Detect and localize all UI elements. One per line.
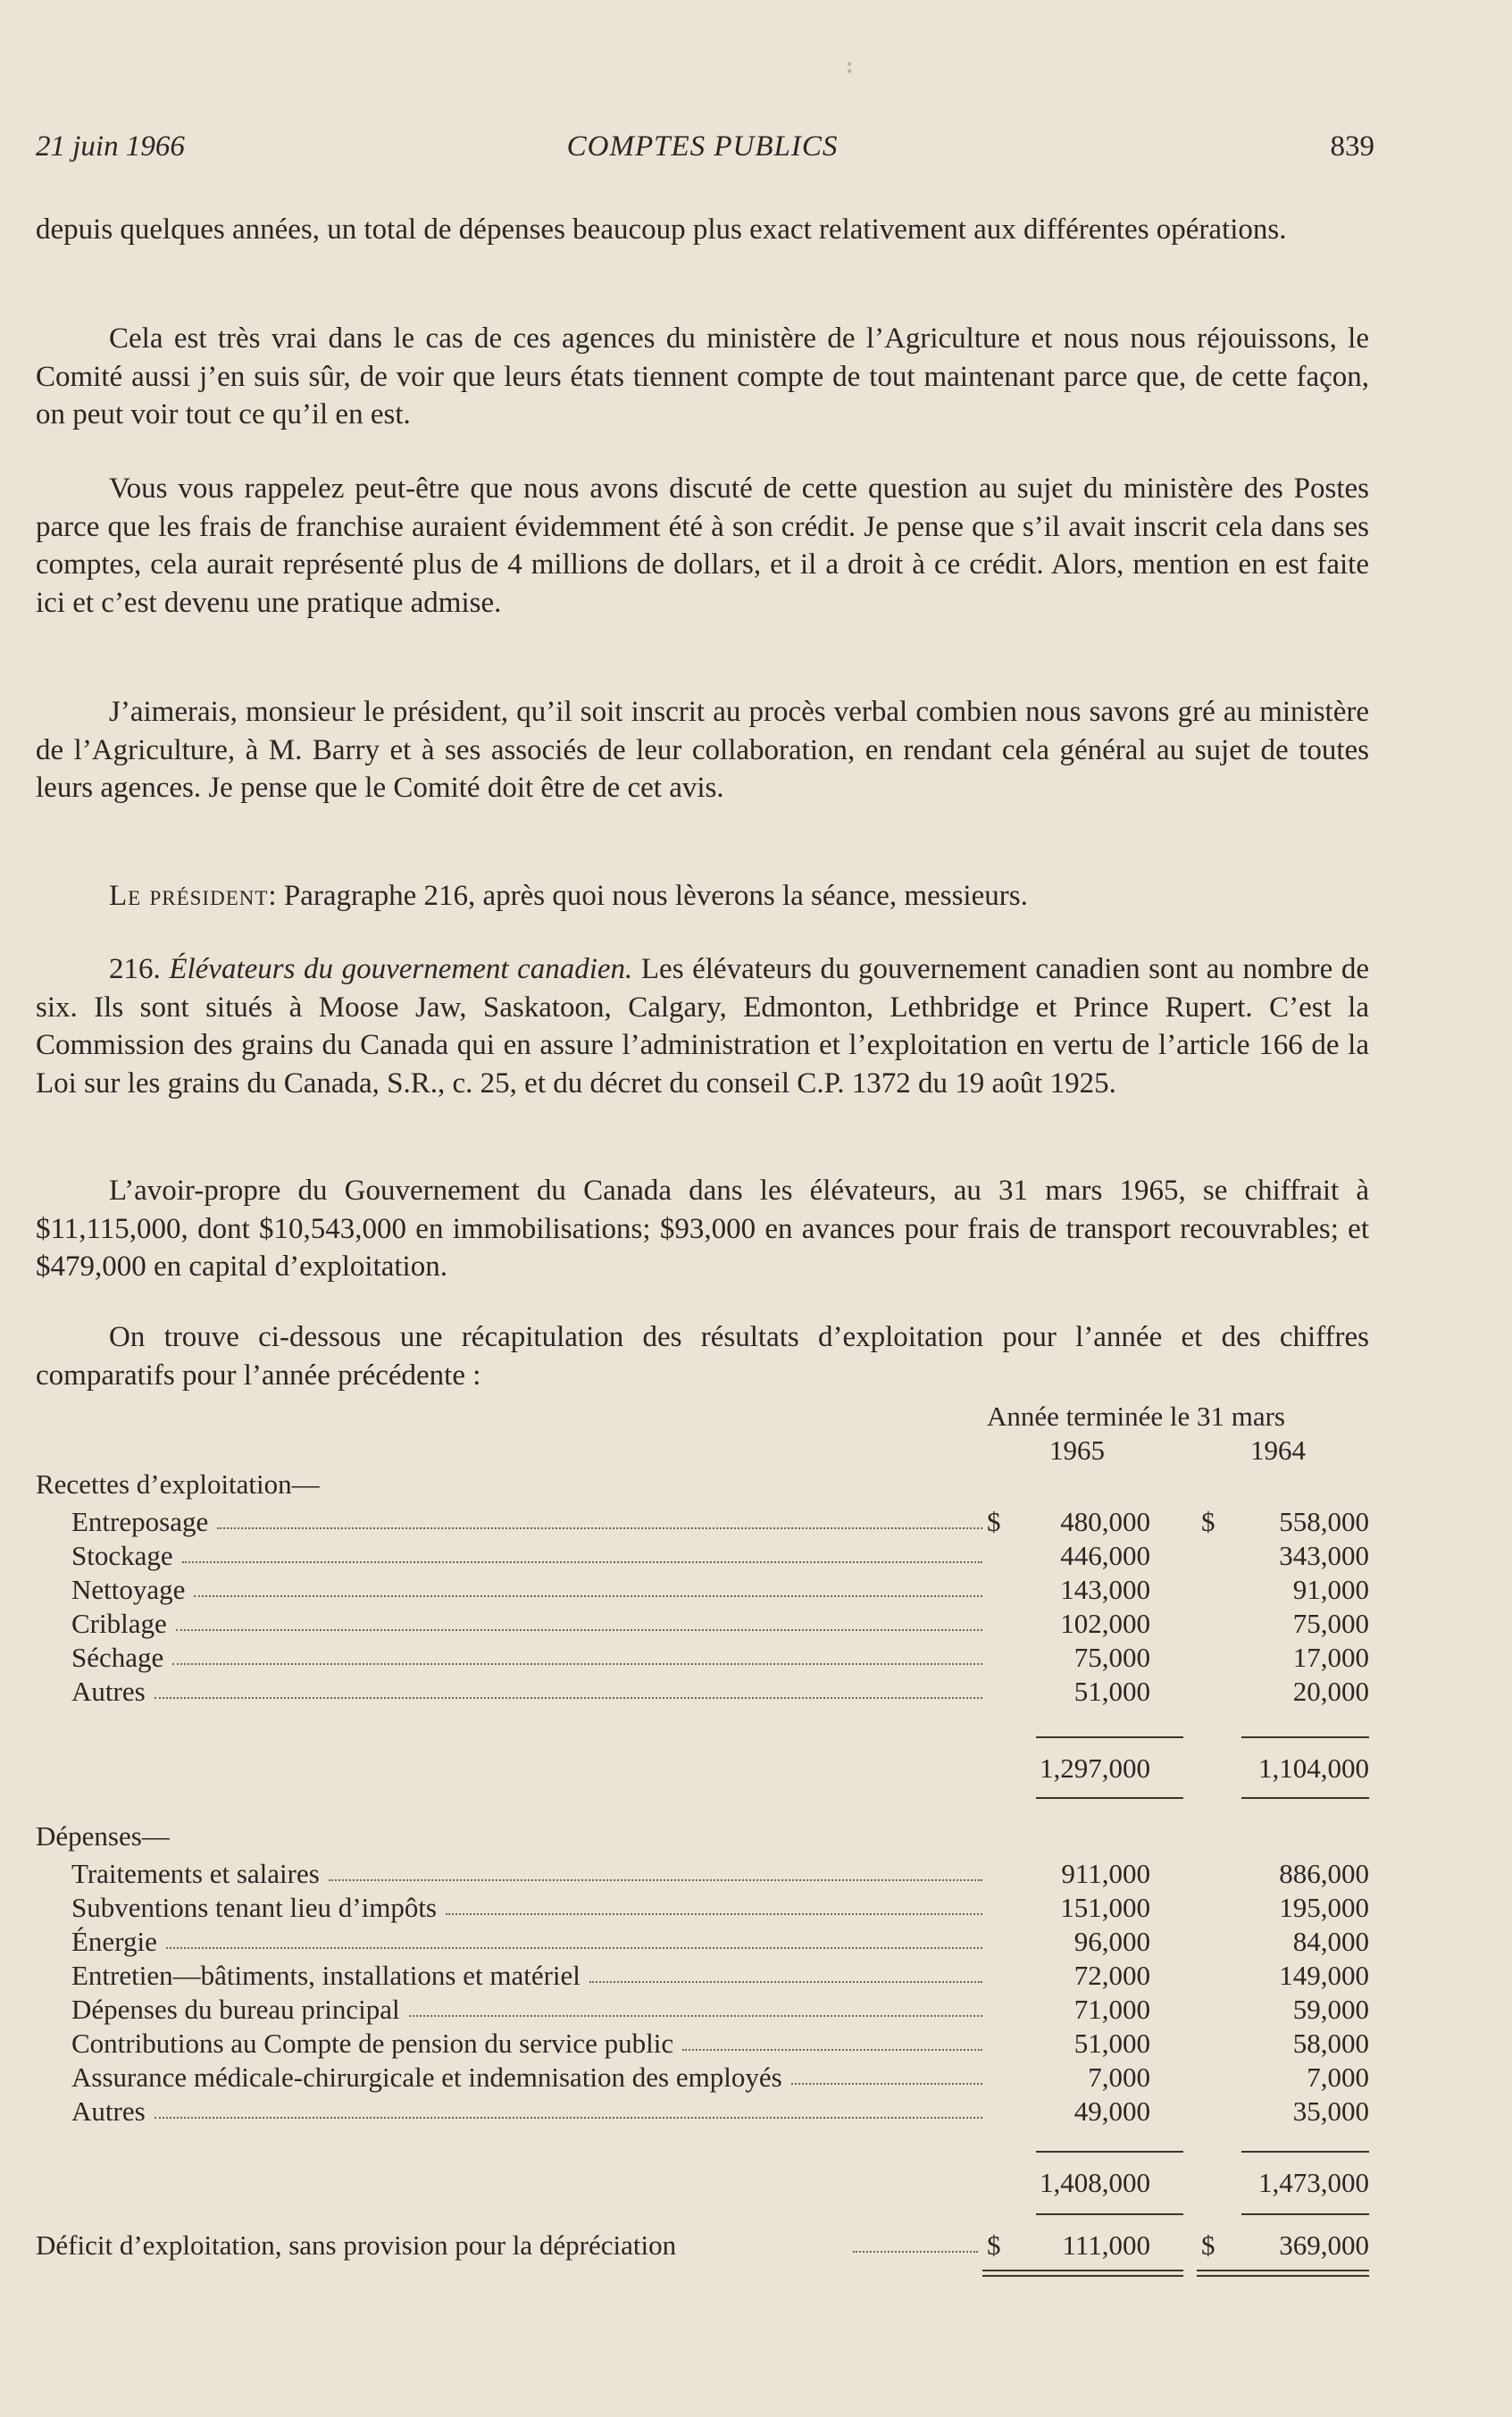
value-1964: 91,000 (1292, 1574, 1369, 1605)
section-label: Dépenses— (36, 1820, 170, 1852)
row-label: Criblage (71, 1608, 167, 1639)
value-1964: 195,000 (1279, 1892, 1369, 1923)
expenses-title (36, 1820, 1369, 1854)
speaker-text: : Paragraphe 216, après quoi nous lèverons la séance, messieurs. (268, 880, 1028, 912)
currency-1964: $ (1201, 1506, 1215, 1537)
table-row (36, 1608, 1369, 1642)
speaker-name: Le président (109, 880, 269, 912)
year-1965: 1965 (1049, 1434, 1105, 1466)
row-label: Traitements et salaires (71, 1858, 320, 1889)
dot-leader (446, 1892, 982, 1915)
deficit-1965: 111,000 (1062, 2229, 1150, 2261)
currency-1964: $ (1201, 2229, 1215, 2261)
expenses-total-row (36, 2167, 1369, 2201)
value-1965: 151,000 (1060, 1892, 1150, 1923)
equity-paragraph: L’avoir-propre du Gouvernement du Canada dans les élévateurs, au 31 mars 1965, se chiffrait à $11,115,000, dont $10,543,000 en immobilisations; $93,000 en avances pour frais de transport recouvrables; et $479,000 en capital d’exploitation. (36, 1175, 1369, 1283)
table-row (36, 2028, 1369, 2062)
row-label: Nettoyage (71, 1574, 186, 1605)
table-row (36, 1642, 1369, 1676)
total-rule-1964 (1241, 1797, 1369, 1799)
row-label: Entretien—bâtiments, installations et matériel (71, 1960, 581, 1991)
value-1964: 59,000 (1292, 1994, 1369, 2025)
subtotal-rule-1964 (1241, 1736, 1369, 1738)
value-1965: 96,000 (1073, 1926, 1150, 1957)
deficit-1964: 369,000 (1279, 2229, 1369, 2261)
dot-leader (329, 1858, 982, 1881)
row-label: Assurance médicale-chirurgicale et indemnisation des employés (71, 2062, 782, 2093)
table-row (36, 2095, 1369, 2129)
row-label: Subventions tenant lieu d’impôts (71, 1892, 437, 1923)
row-label: Dépenses du bureau principal (71, 1994, 400, 2025)
running-header (36, 130, 1374, 170)
deficit-row (36, 2229, 1369, 2263)
total-1964: 1,104,000 (1258, 1752, 1369, 1784)
row-label: Contributions au Compte de pension du service public (71, 2028, 674, 2059)
dot-leader (155, 2095, 982, 2119)
value-1965: 7,000 (1088, 2062, 1150, 2093)
dot-leader (155, 1676, 982, 1699)
dot-leader (682, 2028, 982, 2051)
value-1964: 84,000 (1292, 1926, 1369, 1957)
table-heading: Année terminée le 31 mars (987, 1401, 1285, 1432)
paragraph-4: J’aimerais, monsieur le président, qu’il soit inscrit au procès verbal combien nous savons gré au ministère de l’Agriculture, à M. Barry et à ses associés de leur collaboration, en rendant cela général au sujet de toutes leurs agences. Je pense que le Comité doit être de cet avis. (36, 696, 1369, 804)
value-1965: 143,000 (1060, 1574, 1150, 1605)
paragraph-1: depuis quelques années, un total de dépenses beaucoup plus exact relativement aux différentes opérations. (36, 213, 1287, 246)
value-1965: 446,000 (1060, 1540, 1150, 1571)
paragraph-3: Vous vous rappelez peut-être que nous avons discuté de cette question au sujet du ministère des Postes parce que les frais de franchise auraient évidemment été à son crédit. Je pense que s’il avait inscrit cela dans ses comptes, cela aurait représenté plus de 4 millions de dollars, et il a droit à ce crédit. Alors, mention en est faite ici et c’est devenu une pratique admise. (36, 473, 1369, 619)
para-number: 216. (109, 953, 161, 985)
total-1965: 1,297,000 (1040, 1752, 1150, 1784)
table-row (36, 1540, 1369, 1574)
para-heading: Élévateurs du gouvernement canadien. (169, 953, 633, 985)
value-1965: 51,000 (1073, 2028, 1150, 2059)
value-1964: 35,000 (1292, 2095, 1369, 2127)
double-rule-1964-a (1197, 2270, 1369, 2271)
table-row (36, 1960, 1369, 1994)
value-1964: 886,000 (1279, 1858, 1369, 1889)
value-1965: 49,000 (1073, 2095, 1150, 2127)
row-label: Autres (71, 2095, 146, 2127)
row-label: Entreposage (71, 1506, 209, 1537)
section-label: Recettes d’exploitation— (36, 1468, 320, 1500)
page-mark: • • (847, 55, 855, 80)
subtotal-rule-1964 (1241, 2151, 1369, 2153)
dot-leader (182, 1540, 982, 1563)
row-label: Énergie (71, 1926, 157, 1957)
table-row (36, 1574, 1369, 1608)
dot-leader (194, 1574, 982, 1597)
dot-leader (217, 1506, 982, 1529)
total-rule-1965 (1036, 2213, 1183, 2215)
value-1964: 75,000 (1292, 1608, 1369, 1639)
value-1964: 343,000 (1279, 1540, 1369, 1571)
currency-1965: $ (987, 2229, 1001, 2261)
dot-leader (853, 2229, 978, 2253)
row-label: Autres (71, 1676, 146, 1707)
page-number: 839 (1330, 130, 1374, 163)
value-1965: 51,000 (1073, 1676, 1150, 1707)
total-1965: 1,408,000 (1040, 2167, 1150, 2198)
paragraph-2: Cela est très vrai dans le cas de ces agences du ministère de l’Agriculture et nous nous réjouissons, le Comité aussi j’en suis sûr, de voir que leurs états tiennent compte de tout maintenant parce que, de cette façon, on peut voir tout ce qu’il en est. (36, 322, 1369, 431)
year-1964: 1964 (1250, 1434, 1306, 1466)
table-row (36, 1858, 1369, 1892)
intro-paragraph: On trouve ci-dessous une récapitulation des résultats d’exploitation pour l’année et des chiffres comparatifs pour l’année précédente : (36, 1321, 1369, 1392)
total-1964: 1,473,000 (1258, 2167, 1369, 2198)
value-1964: 20,000 (1292, 1676, 1369, 1707)
deficit-label: Déficit d’exploitation, sans provision pour la dépréciation (36, 2229, 677, 2261)
dot-leader (589, 1960, 982, 1983)
revenues-title (36, 1468, 1369, 1502)
value-1965: 71,000 (1073, 1994, 1150, 2025)
row-label: Stockage (71, 1540, 173, 1571)
value-1964: 149,000 (1279, 1960, 1369, 1991)
dot-leader (176, 1608, 982, 1631)
currency-1965: $ (987, 1506, 1001, 1537)
dot-leader (166, 1926, 982, 1949)
value-1964: 558,000 (1279, 1506, 1369, 1537)
table-row (36, 1676, 1369, 1710)
table-row (36, 1994, 1369, 2028)
paragraph-216 (36, 950, 1369, 1102)
value-1965: 911,000 (1061, 1858, 1150, 1889)
para-text: Les élévateurs du gouvernement canadien sont au nombre de six. Ils sont situés à Moose Jaw, Saskatoon, Calgary, Edmonton, Lethbridge et Prince Rupert. C’est la Commission des grains du Canada qui en assure l’administration et l’exploitation en vertu de l’article 166 de la Loi sur les grains du Canada, S.R., c. 25, et du décret du conseil C.P. 1372 du 19 août 1925. (36, 953, 1370, 1100)
table-row (36, 2062, 1369, 2095)
double-rule-1965-b (982, 2275, 1183, 2277)
value-1965: 72,000 (1073, 1960, 1150, 1991)
dot-leader (409, 1994, 982, 2017)
header-title: COMPTES PUBLICS (566, 130, 839, 163)
revenues-total-row (36, 1752, 1369, 1786)
total-rule-1965 (1036, 1797, 1183, 1799)
double-rule-1964-b (1197, 2275, 1369, 2277)
subtotal-rule-1965 (1036, 2151, 1183, 2153)
value-1964: 7,000 (1307, 2062, 1369, 2093)
president-line (36, 877, 1369, 916)
double-rule-1965-a (982, 2270, 1183, 2271)
header-date: 21 juin 1966 (36, 130, 185, 163)
table-row (36, 1892, 1369, 1926)
value-1965: 102,000 (1060, 1608, 1150, 1639)
value-1965: 75,000 (1073, 1642, 1150, 1673)
value-1964: 17,000 (1292, 1642, 1369, 1673)
table-row (36, 1926, 1369, 1960)
value-1965: 480,000 (1060, 1506, 1150, 1537)
total-rule-1964 (1241, 2213, 1369, 2215)
dot-leader (172, 1642, 982, 1665)
value-1964: 58,000 (1292, 2028, 1369, 2059)
subtotal-rule-1965 (1036, 1736, 1183, 1738)
table-row (36, 1506, 1369, 1540)
dot-leader (791, 2062, 982, 2085)
row-label: Séchage (71, 1642, 164, 1673)
